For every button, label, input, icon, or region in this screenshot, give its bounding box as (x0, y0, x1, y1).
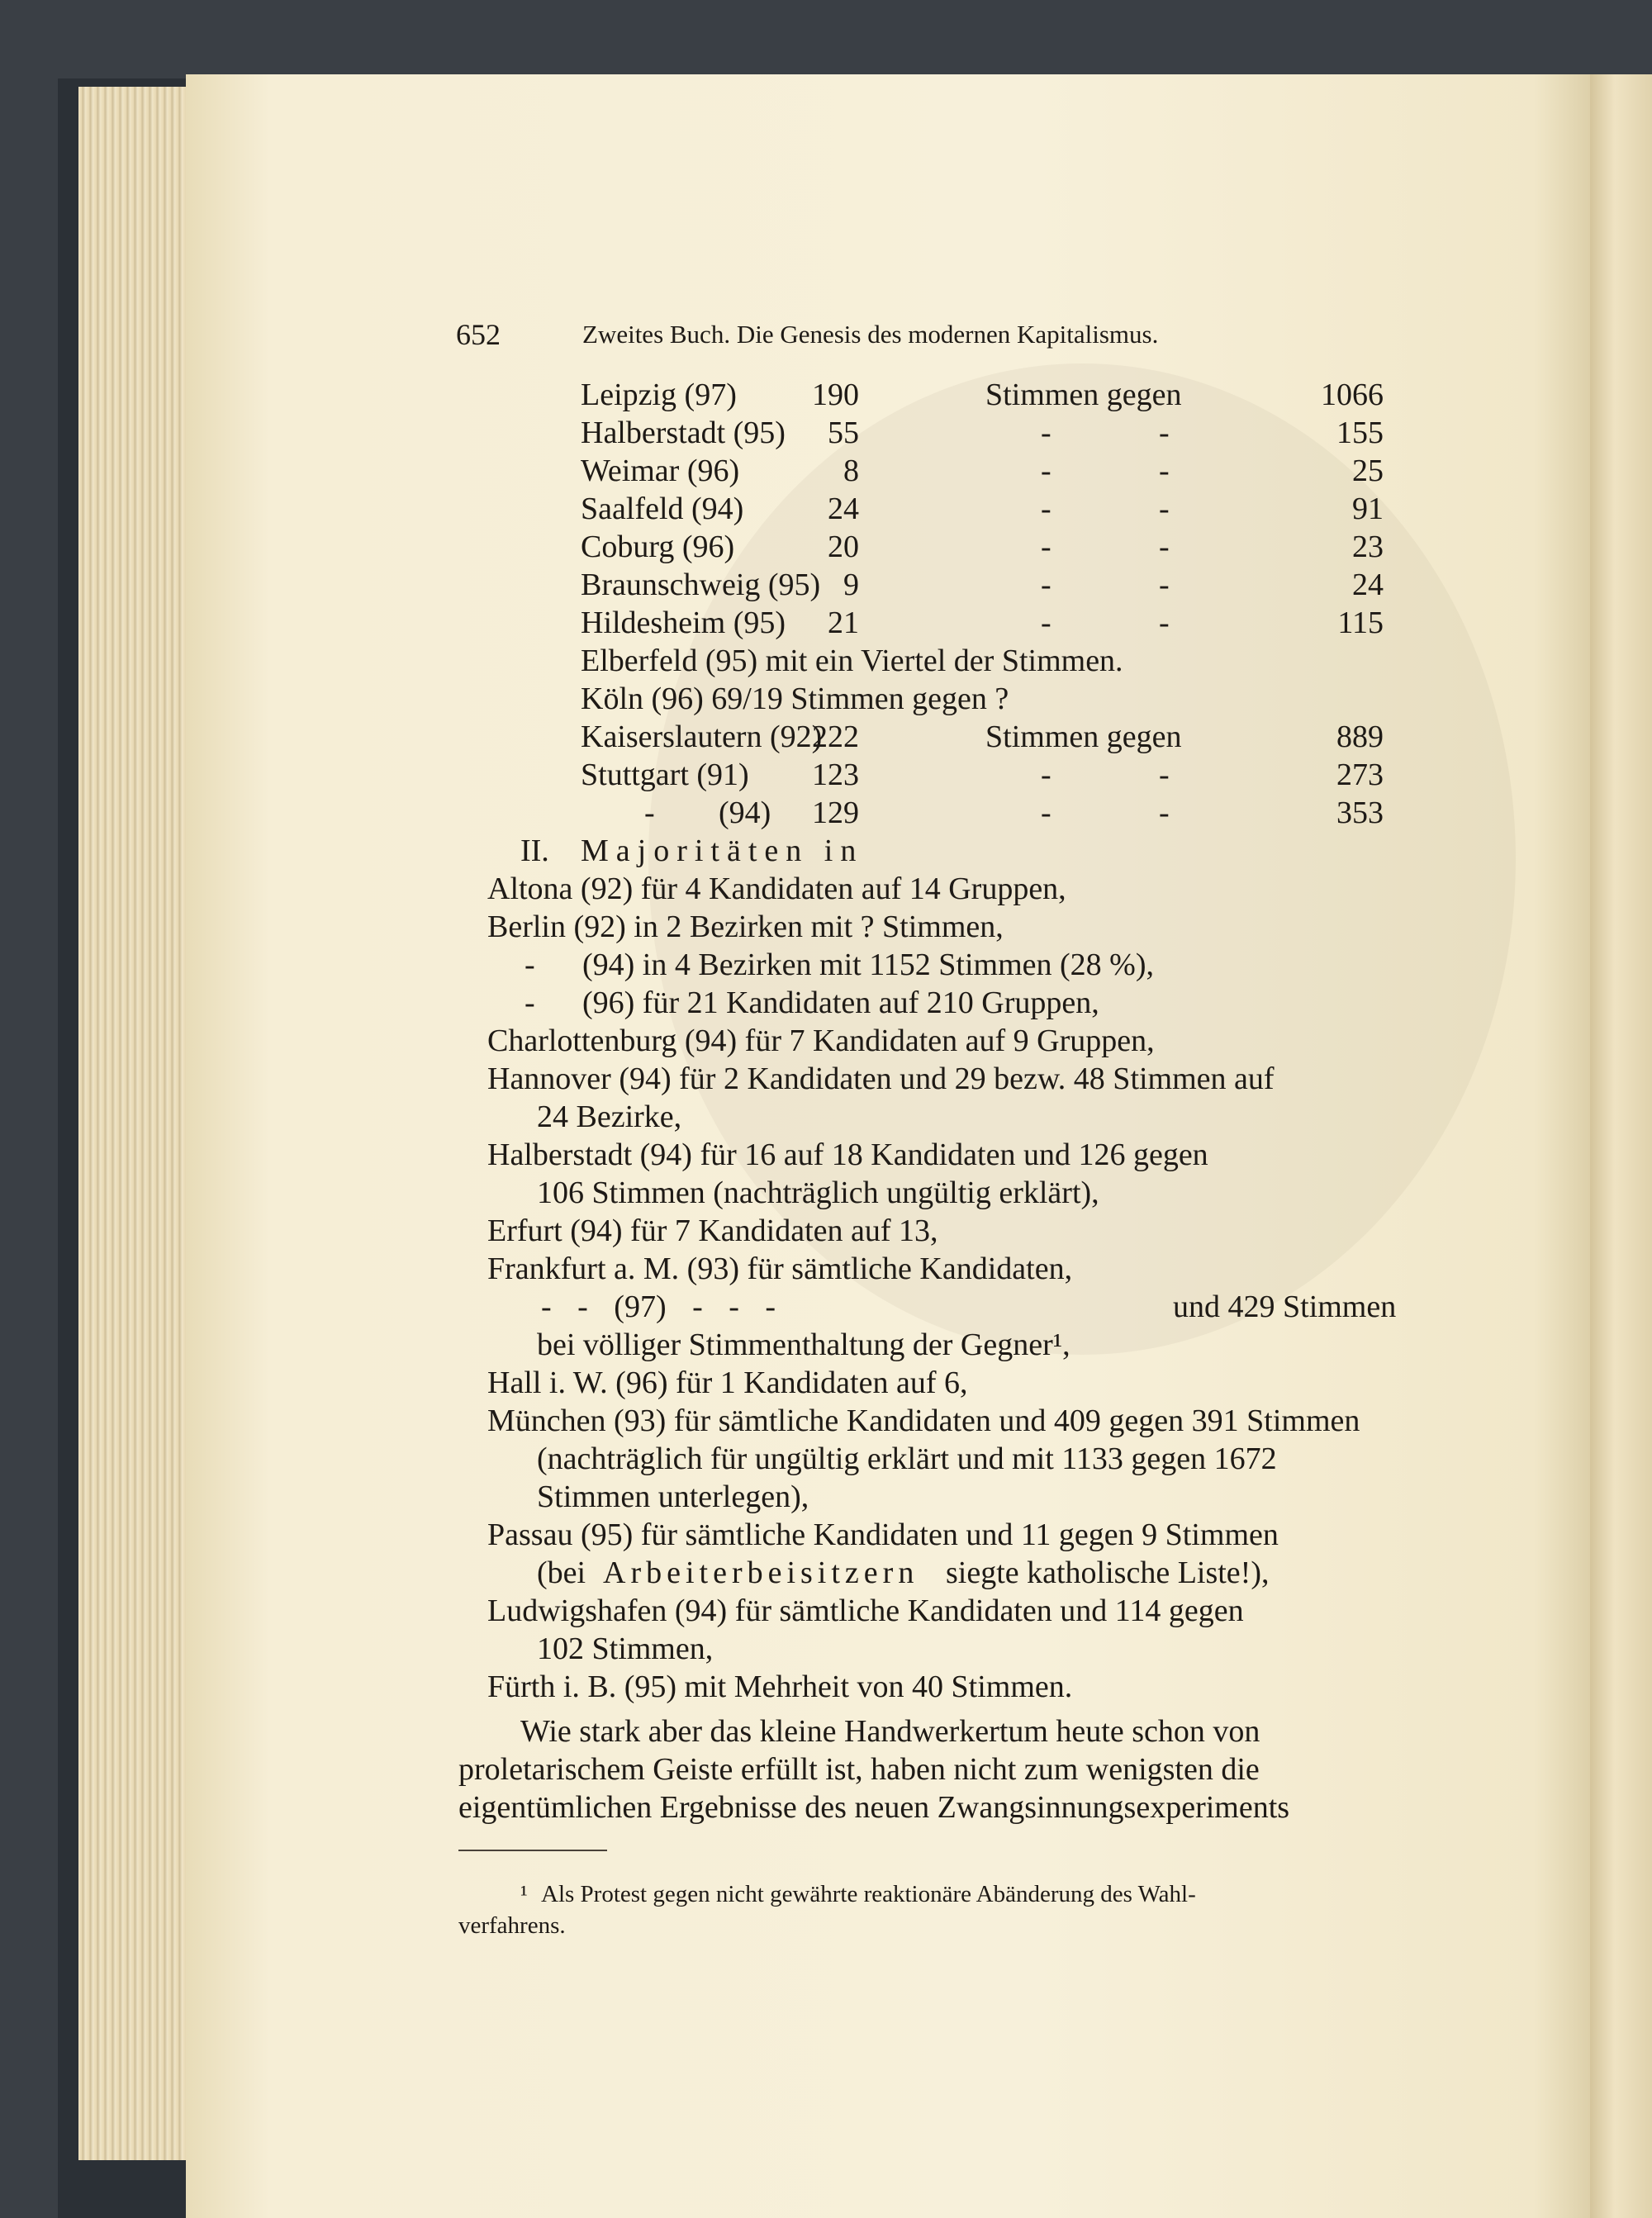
table-row-place: Coburg (96) (581, 530, 735, 564)
table-row-votes: 190 (812, 378, 859, 412)
ditto-mark: - (644, 796, 655, 830)
table-row-votes: 24 (828, 492, 859, 526)
list-item: (96) für 21 Kandidaten auf 210 Gruppen, (582, 986, 1099, 1020)
table-row-label: Stimmen gegen (985, 378, 1182, 412)
ditto-mark: - (1159, 492, 1170, 526)
ditto-mark: - (1159, 454, 1170, 488)
list-item: Frankfurt a. M. (93) für sämtliche Kandidaten, (487, 1251, 1073, 1286)
table-row-against: 25 (1352, 454, 1384, 488)
footnote-marker: ¹ (520, 1881, 528, 1907)
list-item: Altona (92) für 4 Kandidaten auf 14 Gruppen, (487, 872, 1066, 906)
table-row-place: Saalfeld (94) (581, 492, 744, 526)
ditto-mark: - (1159, 568, 1170, 602)
footnote-text: verfahrens. (458, 1912, 566, 1939)
ditto-mark: - (1159, 796, 1170, 830)
list-item-continuation: siegte katholische Liste!), (946, 1555, 1270, 1590)
ditto-mark: - (1159, 606, 1170, 640)
facing-page-edge (1590, 74, 1652, 2218)
list-item: Berlin (92) in 2 Bezirken mit ? Stimmen, (487, 910, 1004, 944)
table-row-label: Stimmen gegen (985, 720, 1182, 754)
list-item: Fürth i. B. (95) mit Mehrheit von 40 Stimmen. (487, 1669, 1073, 1704)
table-row-against: 1066 (1321, 378, 1384, 412)
page-number: 652 (456, 318, 501, 351)
footnote-text: Als Protest gegen nicht gewährte reaktionäre Abänderung des Wahl- (541, 1881, 1196, 1907)
list-item-continuation: 24 Bezirke, (537, 1100, 682, 1134)
elberfeld-line: Elberfeld (95) mit ein Viertel der Stimmen. (581, 644, 1123, 678)
list-item: und 429 Stimmen (1173, 1289, 1397, 1324)
ditto-mark: - (1041, 606, 1051, 640)
table-row-votes: 9 (843, 568, 859, 602)
list-item-continuation: 102 Stimmen, (537, 1631, 714, 1666)
list-item: Ludwigshafen (94) für sämtliche Kandidaten und 114 gegen (487, 1593, 1244, 1628)
section-numeral: II. (520, 834, 549, 868)
table-row-against: 91 (1352, 492, 1384, 526)
ditto-mark: - (1159, 758, 1170, 792)
paragraph-line: eigentümlichen Ergebnisse des neuen Zwangsinnungsexperiments (458, 1790, 1290, 1825)
ditto-mark: - (525, 948, 535, 982)
table-row-votes: 8 (843, 454, 859, 488)
ditto-mark: - (1159, 416, 1170, 450)
ditto-mark: - (1041, 492, 1051, 526)
ditto-mark: - (525, 986, 535, 1020)
list-item: München (93) für sämtliche Kandidaten und 409 gegen 391 Stimmen (487, 1403, 1360, 1438)
list-item-continuation: (nachträglich für ungültig erklärt und mit 1133 gegen 1672 (537, 1441, 1277, 1476)
ditto-mark: - (1041, 568, 1051, 602)
ditto-mark: - (1159, 530, 1170, 564)
table-row-against: 889 (1336, 720, 1384, 754)
book-page (186, 74, 1590, 2218)
ditto-mark: - (1041, 758, 1051, 792)
table-row-place: Braunschweig (95) (581, 568, 821, 602)
list-item: Charlottenburg (94) für 7 Kandidaten auf 9 Gruppen, (487, 1024, 1155, 1058)
ditto-mark: - (1041, 416, 1051, 450)
ditto-mark: - (1041, 454, 1051, 488)
paragraph-line: Wie stark aber das kleine Handwerkertum heute schon von (520, 1714, 1260, 1749)
list-item-continuation: Stimmen unterlegen), (537, 1479, 809, 1514)
list-item-continuation: (bei (537, 1555, 586, 1590)
paragraph-line: proletarischem Geiste erfüllt ist, haben nicht zum wenigsten die (458, 1752, 1260, 1787)
list-item: Passau (95) für sämtliche Kandidaten und 11 gegen 9 Stimmen (487, 1517, 1279, 1552)
list-item: Hannover (94) für 2 Kandidaten und 29 bezw. 48 Stimmen auf (487, 1062, 1275, 1096)
table-row-votes: 20 (828, 530, 859, 564)
koeln-line: Köln (96) 69/19 Stimmen gegen ? (581, 682, 1009, 716)
page-edges (78, 87, 188, 2160)
section-heading: Majoritäten in (581, 834, 864, 868)
list-item-continuation: bei völliger Stimmenthaltung der Gegner¹, (537, 1327, 1070, 1362)
table-row-votes: 123 (812, 758, 859, 792)
table-row-against: 115 (1337, 606, 1384, 640)
list-item: Halberstadt (94) für 16 auf 18 Kandidaten und 126 gegen (487, 1137, 1208, 1172)
table-row-against: 23 (1352, 530, 1384, 564)
table-row-votes: 55 (828, 416, 859, 450)
list-item: Erfurt (94) für 7 Kandidaten auf 13, (487, 1213, 938, 1248)
list-item: - - (97) - - - (541, 1289, 776, 1324)
table-row-place: Hildesheim (95) (581, 606, 786, 640)
table-row-against: 353 (1336, 796, 1384, 830)
ditto-mark: - (1041, 796, 1051, 830)
list-item: Hall i. W. (96) für 1 Kandidaten auf 6, (487, 1365, 968, 1400)
spaced-emphasis: Arbeiterbeisitzern (603, 1555, 919, 1590)
table-row-votes: 129 (812, 796, 859, 830)
table-row-place: Stuttgart (91) (581, 758, 749, 792)
table-row-against: 273 (1336, 758, 1384, 792)
running-title: Zweites Buch. Die Genesis des modernen Kapitalismus. (582, 320, 1159, 349)
table-row-place: Halberstadt (95) (581, 416, 786, 450)
table-row-place: Kaiserslautern (92) (581, 720, 823, 754)
ditto-mark: - (1041, 530, 1051, 564)
list-item: (94) in 4 Bezirken mit 1152 Stimmen (28 %), (582, 948, 1154, 982)
table-row-place: (94) (719, 796, 771, 830)
list-item-continuation: 106 Stimmen (nachträglich ungültig erklärt), (537, 1175, 1099, 1210)
table-row-place: Weimar (96) (581, 454, 740, 488)
table-row-place: Leipzig (97) (581, 378, 737, 412)
table-row-against: 24 (1352, 568, 1384, 602)
table-row-votes: 222 (812, 720, 859, 754)
table-row-against: 155 (1336, 416, 1384, 450)
table-row-votes: 21 (828, 606, 859, 640)
footnote-rule (458, 1850, 607, 1851)
